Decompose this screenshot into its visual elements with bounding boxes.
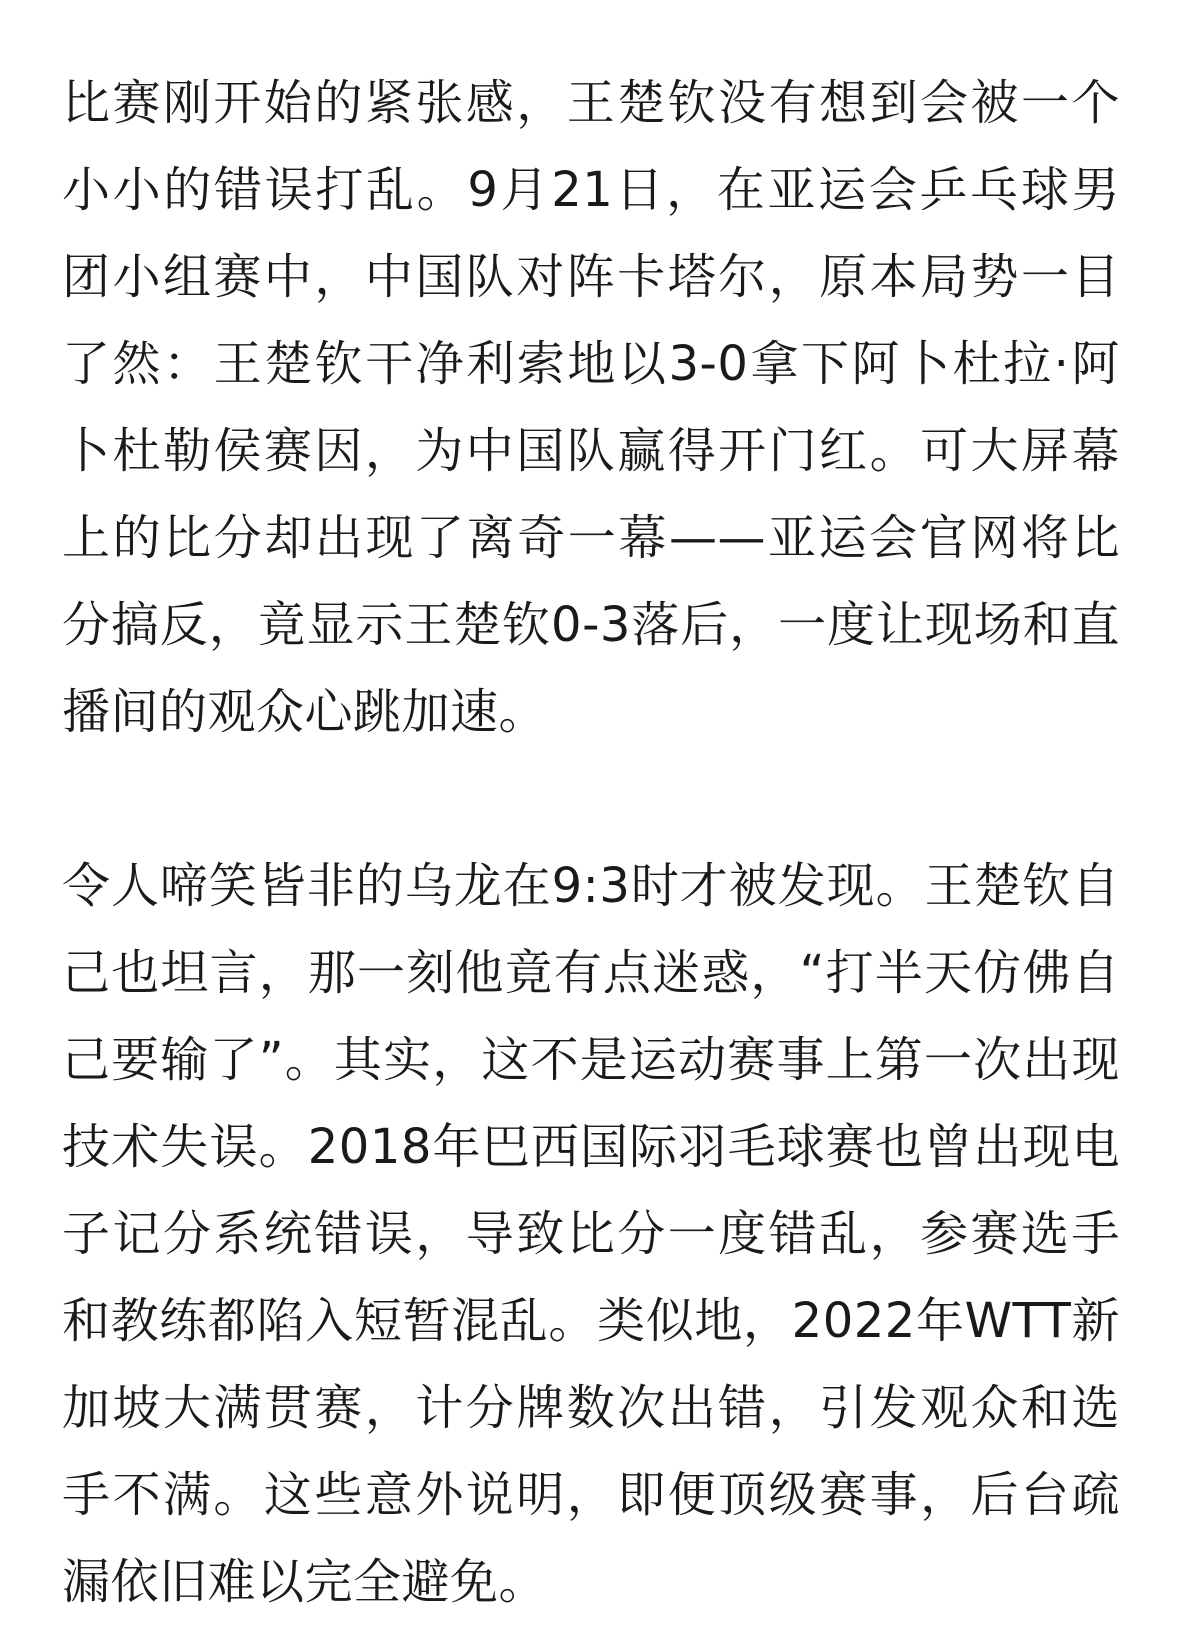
paragraph-1: 比赛刚开始的紧张感，王楚钦没有想到会被一个小小的错误打乱。9月21日，在亚运会乒乓球男团小组赛中，中国队对阵卡塔尔，原本局势一目了然：王楚钦干净利索地以3-0拿下阿卜杜拉·阿卜杜勒侯赛因，为中国队赢得开门红。可大屏幕上的比分却出现了离奇一幕——亚运会官网将比分搞反，竟显示王楚钦0-3落后，一度让现场和直播间的观众心跳加速。 xyxy=(62,75,1120,740)
paragraph-2: 令人啼笑皆非的乌龙在9:3时才被发现。王楚钦自己也坦言，那一刻他竟有点迷惑，“打半天仿佛自己要输了”。其实，这不是运动赛事上第一次出现技术失误。2018年巴西国际羽毛球赛也曾出现电子记分系统错误，导致比分一度错乱，参赛选手和教练都陷入短暂混乱。类似地，2022年WTT新加坡大满贯赛，计分牌数次出错，引发观众和选手不满。这些意外说明，即便顶级赛事，后台疏漏依旧难以完全避免。 xyxy=(62,858,1120,1610)
article-body xyxy=(62,60,1120,1626)
